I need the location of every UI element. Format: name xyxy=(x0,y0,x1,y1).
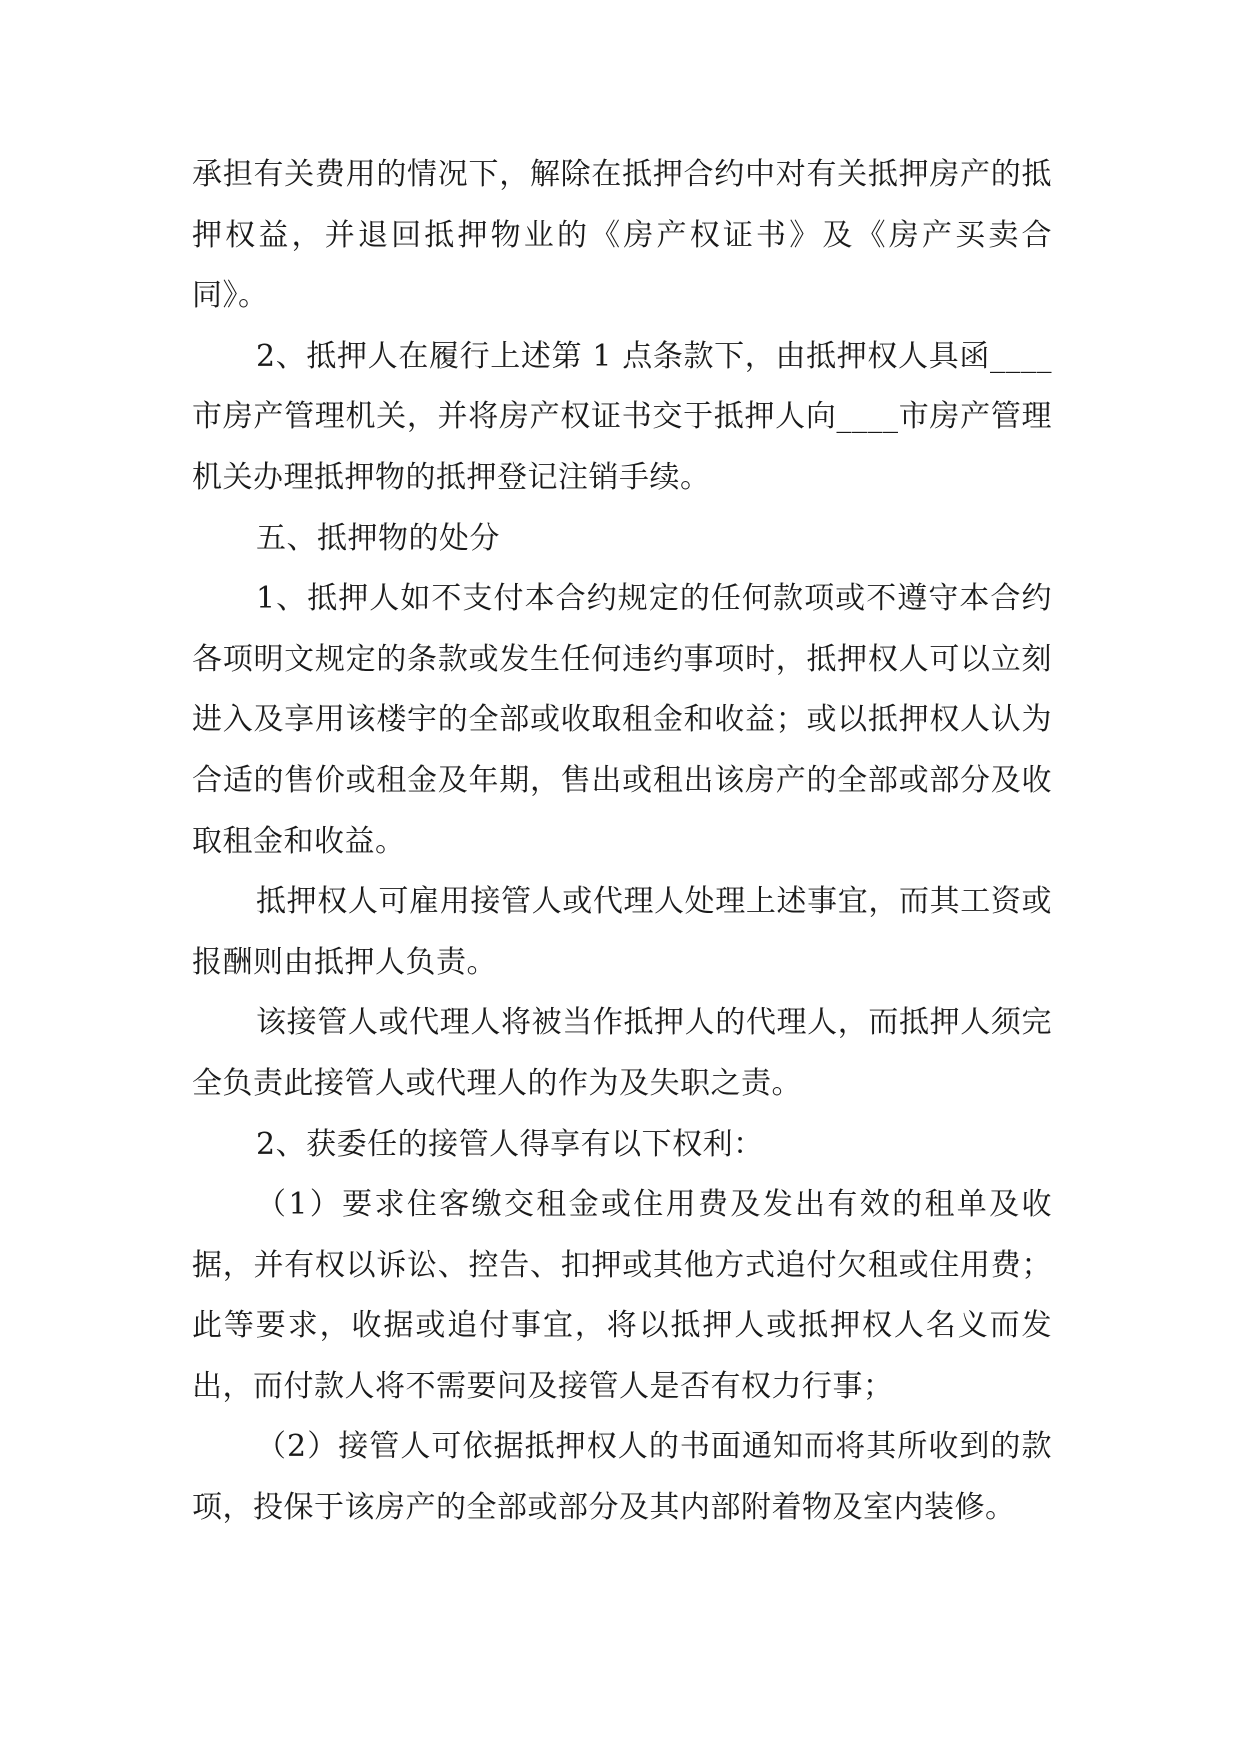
paragraph-receiver-agent: 该接管人或代理人将被当作抵押人的代理人，而抵押人须完全负责此接管人或代理人的作为及失职之责。 xyxy=(192,1005,1052,1101)
paragraph-receiver-hire: 抵押权人可雇用接管人或代理人处理上述事宜，而其工资或报酬则由抵押人负责。 xyxy=(192,884,1052,980)
paragraph-continuation: 承担有关费用的情况下，解除在抵押合约中对有关抵押房产的抵押权益，并退回抵押物业的《房产权证书》及《房产买卖合同》。 xyxy=(192,157,1052,314)
paragraph-disposal-clause-1: 1、抵押人如不支付本合约规定的任何款项或不遵守本合约各项明文规定的条款或发生任何违约事项时，抵押权人可以立刻进入及享用该楼宇的全部或收取租金和收益；或以抵押权人认为合适的售价或租金及年期，售出或租出该房产的全部或部分及收取租金和收益。 xyxy=(192,581,1052,859)
paragraph-receiver-rights: 2、获委任的接管人得享有以下权利： xyxy=(256,1126,764,1162)
paragraph-right-1: （1）要求住客缴交租金或住用费及发出有效的租单及收据，并有权以诉讼、控告、扣押或其他方式追付欠租或住用费；此等要求，收据或追付事宜，将以抵押人或抵押权人名义而发出，而付款人将不需要问及接管人是否有权力行事； xyxy=(192,1187,1052,1404)
document-body xyxy=(192,145,1052,1539)
section-heading-disposal: 五、抵押物的处分 xyxy=(256,520,500,556)
paragraph-right-2: （2）接管人可依据抵押权人的书面通知而将其所收到的款项，投保于该房产的全部或部分及其内部附着物及室内装修。 xyxy=(192,1429,1052,1526)
paragraph-clause-2: 2、抵押人在履行上述第 1 点条款下，由抵押权人具函____市房产管理机关，并将房产权证书交于抵押人向____市房产管理机关办理抵押物的抵押登记注销手续。 xyxy=(192,338,1052,495)
